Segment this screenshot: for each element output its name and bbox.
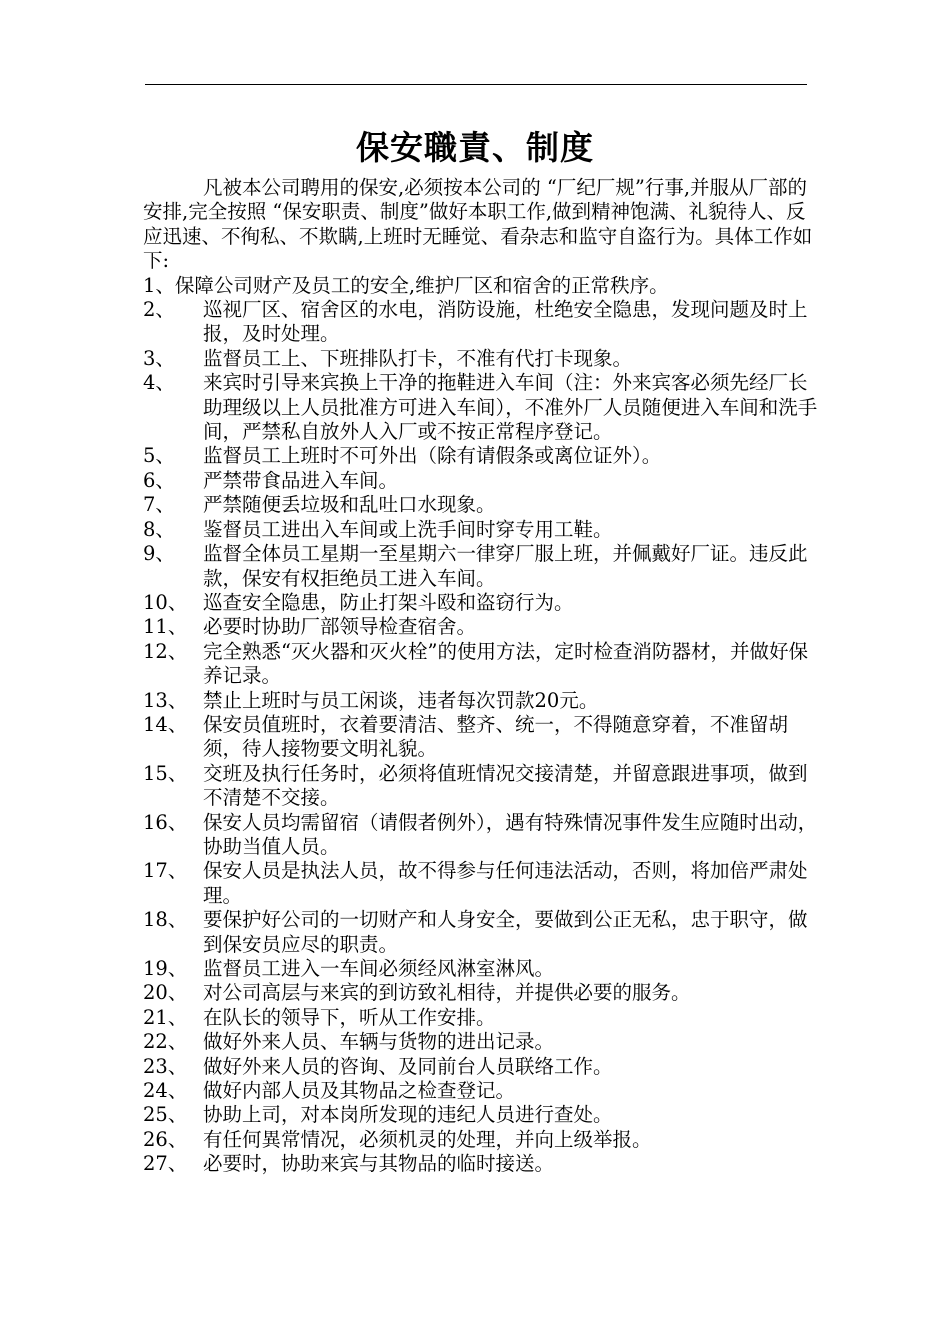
list-item-text: 严禁随便丢垃圾和乱吐口水现象。 xyxy=(203,493,496,517)
list-item-number: 21、 xyxy=(143,1005,188,1029)
list-item-text: 在队长的领导下，听从工作安排。 xyxy=(203,1005,496,1029)
list-item-number: 17、 xyxy=(143,859,188,883)
intro-paragraph: 凡被本公司聘用的保安,必须按本公司的 “厂纪厂规”行事,并服从厂部的安排,完全按照 “保安职责、制度”做好本职工作,做到精神饱满、礼貌待人、反应迅速、不徇私、不欺瞒,上班时无睡觉、看杂志和监守自盗行为。具体工作如下: xyxy=(143,176,813,273)
list-item-number: 2、 xyxy=(143,298,175,322)
list-item xyxy=(143,762,823,811)
list-item-text: 必要时协助厂部领导检查宿舍。 xyxy=(203,615,477,639)
list-item-number: 15、 xyxy=(143,761,188,785)
list-item xyxy=(143,981,823,1005)
list-item-text: 做好内部人员及其物品之检查登记。 xyxy=(203,1079,516,1103)
list-item-number: 27、 xyxy=(143,1152,188,1176)
list-item-text: 巡查安全隐患，防止打架斗殴和盗窃行为。 xyxy=(203,590,574,614)
list-item xyxy=(143,371,823,444)
list-item xyxy=(143,1103,823,1127)
list-item-number: 3、 xyxy=(143,346,175,370)
list-item-1: 1、保障公司财产及员工的安全,维护厂区和宿舍的正常秩序。 xyxy=(143,273,669,297)
list-item-number: 5、 xyxy=(143,444,175,468)
list-item xyxy=(143,713,823,762)
list-item-text: 要保护好公司的一切财产和人身安全，要做到公正无私，忠于职守，做到保安员应尽的职责。 xyxy=(203,908,808,956)
list-item xyxy=(143,591,823,615)
list-item-text: 保安员值班时，衣着要清洁、整齐、统一，不得随意穿着，不准留胡须，待人接物要文明礼貌。 xyxy=(203,712,789,761)
list-item xyxy=(143,469,823,493)
list-item xyxy=(143,615,823,639)
list-item xyxy=(143,1128,823,1152)
list-item-text: 对公司高层与来宾的到访致礼相待，并提供必要的服务。 xyxy=(203,981,691,1005)
list-item xyxy=(143,1030,823,1054)
list-item-number: 19、 xyxy=(143,957,188,980)
list-item-number: 6、 xyxy=(143,468,175,492)
list-item-number: 12、 xyxy=(143,639,188,663)
list-item xyxy=(143,518,823,542)
list-item-text: 协助上司，对本岗所发现的违纪人员进行查处。 xyxy=(203,1103,613,1127)
list-item-text: 监督全体员工星期一至星期六一律穿厂服上班，并佩戴好厂证。违反此款，保安有权拒绝员工进入车间。 xyxy=(203,542,808,590)
list-item-number: 8、 xyxy=(143,517,175,541)
list-item xyxy=(143,493,823,517)
list-item-text: 必要时，协助来宾与其物品的临时接送。 xyxy=(203,1152,555,1176)
list-item xyxy=(143,542,823,591)
list-item-number: 13、 xyxy=(143,688,188,712)
list-item-text: 监督员工上班时不可外出（除有请假条或离位证外）。 xyxy=(203,444,662,468)
list-item xyxy=(143,298,823,347)
list-item-text: 保安人员均需留宿（请假者例外），遇有特殊情况事件发生应随时出动，协助当值人员。 xyxy=(203,810,818,858)
list-item xyxy=(143,347,823,371)
list-item-number: 23、 xyxy=(143,1054,188,1078)
list-item-text: 来宾时引导来宾换上干净的拖鞋进入车间（注：外来宾客必须先经厂长助理级以上人员批准方可进入车间），不准外厂人员随便进入车间和洗手间，严禁私自放外人入厂或不按正常程序登记。 xyxy=(203,371,818,444)
list-item-text: 鉴督员工进出入车间或上洗手间时穿专用工鞋。 xyxy=(203,517,613,541)
list-item-number: 16、 xyxy=(143,810,188,834)
list-item-text: 做好外来人员、车辆与货物的进出记录。 xyxy=(203,1030,555,1054)
list-item-number: 10、 xyxy=(143,590,188,614)
list-item xyxy=(143,444,823,468)
list-item-number: 18、 xyxy=(143,908,188,932)
list-item-text: 完全熟悉“灭火器和灭火栓”的使用方法，定时检查消防器材，并做好保养记录。 xyxy=(203,639,808,688)
list-item-text: 做好外来人员的咨询、及同前台人员联络工作。 xyxy=(203,1054,613,1078)
list-item xyxy=(143,1055,823,1079)
list-item xyxy=(143,908,823,957)
list-item xyxy=(143,689,823,713)
list-item-number: 9、 xyxy=(143,542,175,566)
list-item-text: 保安人员是执法人员，故不得参与任何违法活动，否则，将加倍严肃处理。 xyxy=(203,859,808,907)
list-item-text: 严禁带食品进入车间。 xyxy=(203,468,399,492)
list-item xyxy=(143,957,823,981)
list-item-number: 7、 xyxy=(143,493,175,517)
document-body xyxy=(143,176,823,1177)
list-item-number: 4、 xyxy=(143,371,175,395)
list-item xyxy=(143,811,823,860)
list-item-text: 巡视厂区、宿舍区的水电，消防设施，杜绝安全隐患，发现问题及时上报，及时处理。 xyxy=(203,298,808,346)
page-title: 保安職責、制度 xyxy=(356,128,594,167)
list-item-number: 26、 xyxy=(143,1127,188,1151)
list-item-number: 14、 xyxy=(143,712,188,736)
list-item xyxy=(143,859,823,908)
list-item-text: 禁止上班时与员工闲谈，违者每次罚款20元。 xyxy=(203,688,599,712)
list-item-number: 20、 xyxy=(143,981,188,1005)
list-item xyxy=(143,1079,823,1103)
list-item xyxy=(143,640,823,689)
list-item-text: 监督员工进入一车间必须经风淋室淋风。 xyxy=(203,957,555,980)
list-item-text: 有任何異常情况，必须机灵的处理，并向上级举报。 xyxy=(203,1127,652,1151)
duty-list xyxy=(143,298,823,1177)
list-item xyxy=(143,1152,823,1176)
list-item-number: 24、 xyxy=(143,1079,188,1103)
header-rule xyxy=(145,84,807,85)
list-item-number: 22、 xyxy=(143,1030,188,1054)
list-item-number: 25、 xyxy=(143,1103,188,1127)
list-item-text: 监督员工上、下班排队打卡，不准有代打卡现象。 xyxy=(203,346,633,370)
list-item-text: 交班及执行任务时，必须将值班情况交接清楚，并留意跟进事项，做到不清楚不交接。 xyxy=(203,761,808,810)
list-item xyxy=(143,1006,823,1030)
list-item-number: 11、 xyxy=(143,615,188,639)
